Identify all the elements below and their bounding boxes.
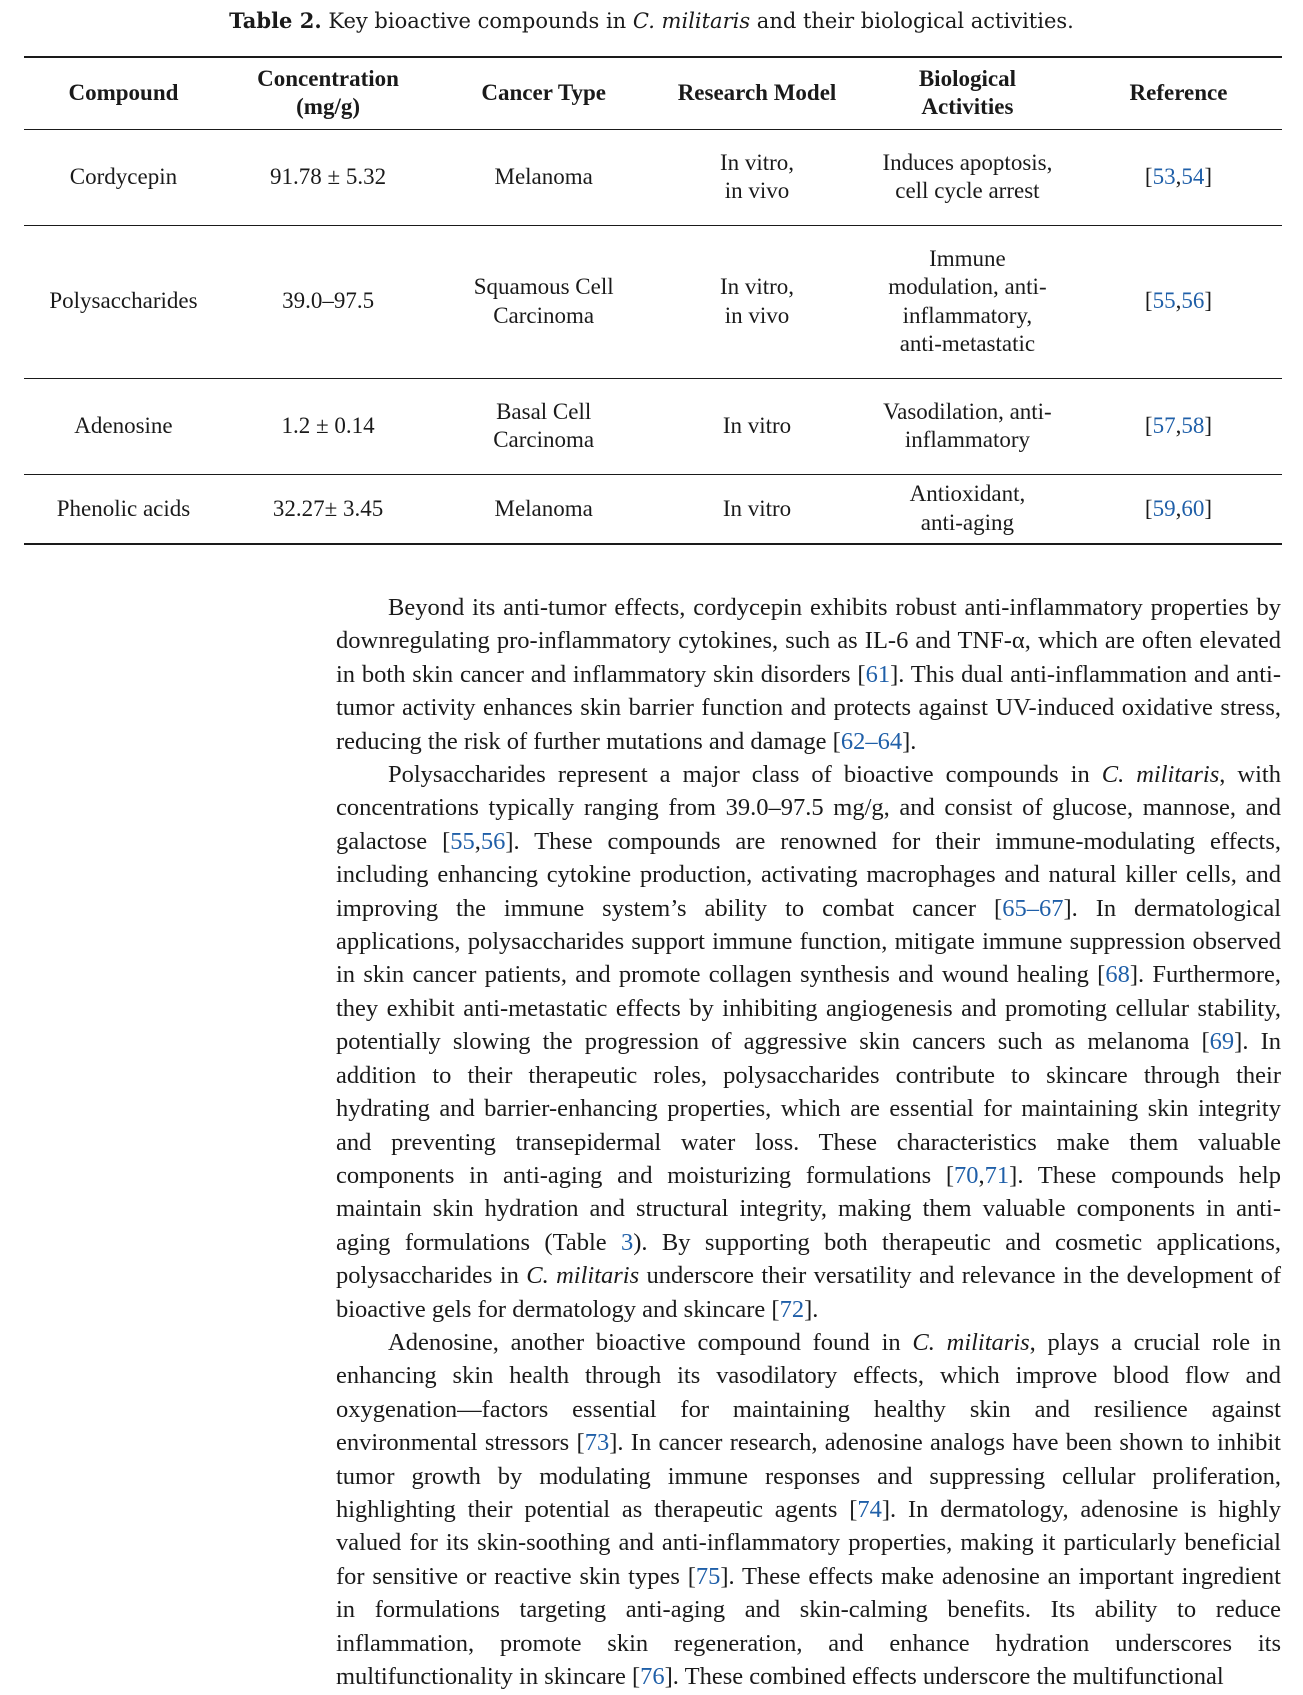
cell-reference: [53,54]: [1144, 163, 1213, 189]
header-research-model: Research Model: [677, 80, 837, 105]
body-text: [336, 591, 1281, 1693]
cell-cancer-type: Squamous Cell Carcinoma: [473, 274, 614, 328]
cell-cancer-type: Melanoma: [494, 163, 593, 189]
cell-research-model: In vitro, in vivo: [719, 274, 795, 328]
ref-link[interactable]: 70: [954, 1161, 979, 1189]
cell-reference: [59,60]: [1144, 495, 1213, 521]
ref-link[interactable]: 60: [1181, 495, 1205, 521]
table-header-row: [24, 57, 1282, 129]
ref-link[interactable]: 57: [1152, 412, 1176, 438]
table-link[interactable]: 3: [621, 1228, 634, 1256]
ref-link[interactable]: 54: [1181, 163, 1205, 189]
paragraph-cordycepin: Beyond its anti-tumor effects, cordycepin exhibits robust anti-inflammatory properties by downregulating pro-inflammatory cytokines, such as IL-6 and TNF-α, which are often elevated in both skin cancer and inflammatory skin disorders [61]. This dual anti-inflammation and anti-tumor activity enhances skin barrier function and protects against UV-induced oxidative stress, reducing the risk of further mutations and damage [62–64].: [336, 594, 1281, 755]
cell-concentration: 1.2 ± 0.14: [281, 412, 375, 438]
ref-link[interactable]: 61: [865, 660, 891, 688]
cell-compound: Adenosine: [74, 412, 173, 438]
table-row: [24, 378, 1282, 474]
cell-research-model: In vitro: [722, 495, 792, 521]
ref-link[interactable]: 62–64: [840, 727, 903, 755]
header-reference: Reference: [1129, 80, 1228, 105]
header-concentration: Concentration (mg/g): [257, 65, 399, 120]
table-row: [24, 225, 1282, 378]
table-caption: [0, 8, 1303, 34]
cell-compound: Phenolic acids: [56, 495, 191, 521]
caption-text-end: and their biological activities.: [750, 9, 1074, 33]
cell-activities: Immune modulation, anti-inflammatory, anti-metastatic: [888, 245, 1047, 356]
cell-activities: Induces apoptosis, cell cycle arrest: [882, 149, 1053, 203]
cell-reference: [55,56]: [1144, 288, 1213, 314]
table-row: [24, 129, 1282, 225]
cell-concentration: 91.78 ± 5.32: [270, 163, 387, 189]
ref-link[interactable]: 58: [1181, 412, 1205, 438]
ref-link[interactable]: 56: [480, 827, 506, 855]
cell-compound: Cordycepin: [69, 163, 178, 189]
ref-link[interactable]: 65–67: [1002, 894, 1064, 922]
cell-activities: Vasodilation, anti-inflammatory: [883, 398, 1052, 452]
ref-link[interactable]: 72: [779, 1295, 805, 1323]
cell-cancer-type: Melanoma: [494, 495, 593, 521]
ref-link[interactable]: 71: [984, 1161, 1010, 1189]
paragraph-adenosine: Adenosine, another bioactive compound found in C. militaris, plays a crucial role in enhancing skin health through its vasodilatory effects, which improve blood flow and oxygenation—factors essential for maintaining healthy skin and resilience against environmental stressors [73]. In cancer research, adenosine analogs have been shown to inhibit tumor growth by modulating immune responses and suppressing cellular proliferation, highlighting their potential as therapeutic agents [74]. In dermatology, adenosine is highly valued for its skin-soothing and anti-inflammatory properties, making it particularly beneficial for sensitive or reactive skin types [75]. These effects make adenosine an important ingredient in formulations targeting anti-aging and skin-calming benefits. Its ability to reduce inflammation, promote skin regeneration, and enhance hydration underscores its multifunctionality in skincare [76]. These combined effects underscore the multifunctional: [336, 1328, 1281, 1690]
cell-reference: [57,58]: [1144, 412, 1213, 438]
header-compound: Compound: [68, 80, 179, 105]
compounds-table: [24, 56, 1282, 545]
table-row: [24, 474, 1282, 544]
ref-link[interactable]: 76: [640, 1663, 665, 1690]
ref-link[interactable]: 55: [1152, 288, 1176, 314]
ref-link[interactable]: 75: [695, 1562, 721, 1590]
cell-concentration: 39.0–97.5: [282, 288, 375, 314]
cell-research-model: In vitro, in vivo: [719, 149, 795, 203]
ref-link[interactable]: 68: [1105, 961, 1130, 989]
caption-label: Table 2.: [229, 8, 322, 33]
header-cancer-type: Cancer Type: [481, 80, 606, 105]
ref-link[interactable]: 69: [1209, 1028, 1235, 1056]
paragraph-polysaccharides: Polysaccharides represent a major class of bioactive compounds in C. militaris, with concentrations typically ranging from 39.0–97.5 mg/g, and consist of glucose, mannose, and galactose [55,56]. These compounds are renowned for their immune-modulating effects, including enhancing cytokine production, activating macrophages and natural killer cells, and improving the immune system’s ability to combat cancer [65–67]. In dermatological applications, polysaccharides support immune function, mitigate immune suppression observed in skin cancer patients, and promote collagen synthesis and wound healing [68]. Furthermore, they exhibit anti-metastatic effects by inhibiting angiogenesis and promoting cellular stability, potentially slowing the progression of aggressive skin cancers such as melanoma [69]. In addition to their therapeutic roles, polysaccharides contribute to skincare through their hydrating and barrier-enhancing properties, which are essential for maintaining skin integrity and preventing transepidermal water loss. These characteristics make them valuable components in anti-aging and moisturizing formulations [70,71]. These compounds help maintain skin hydration and structural integrity, making them valuable components in anti-aging formulations (Table 3). By supporting both therapeutic and cosmetic applications, polysaccharides in C. militaris underscore their versatility and relevance in the development of bioactive gels for dermatology and skincare [72].: [336, 761, 1282, 1323]
ref-link[interactable]: 56: [1181, 288, 1205, 314]
cell-research-model: In vitro: [722, 412, 792, 438]
ref-link[interactable]: 53: [1152, 163, 1176, 189]
cell-cancer-type: Basal Cell Carcinoma: [493, 398, 595, 452]
cell-activities: Antioxidant, anti-aging: [909, 481, 1026, 535]
header-biological-activities: Biological Activities: [918, 65, 1016, 120]
caption-species: C. militaris: [632, 9, 751, 33]
cell-compound: Polysaccharides: [49, 288, 198, 314]
ref-link[interactable]: 55: [450, 827, 475, 855]
ref-link[interactable]: 59: [1152, 495, 1176, 521]
caption-text: Key bioactive compounds in: [321, 9, 633, 33]
cell-concentration: 32.27± 3.45: [272, 495, 384, 521]
ref-link[interactable]: 74: [857, 1495, 882, 1523]
ref-link[interactable]: 73: [584, 1429, 610, 1457]
